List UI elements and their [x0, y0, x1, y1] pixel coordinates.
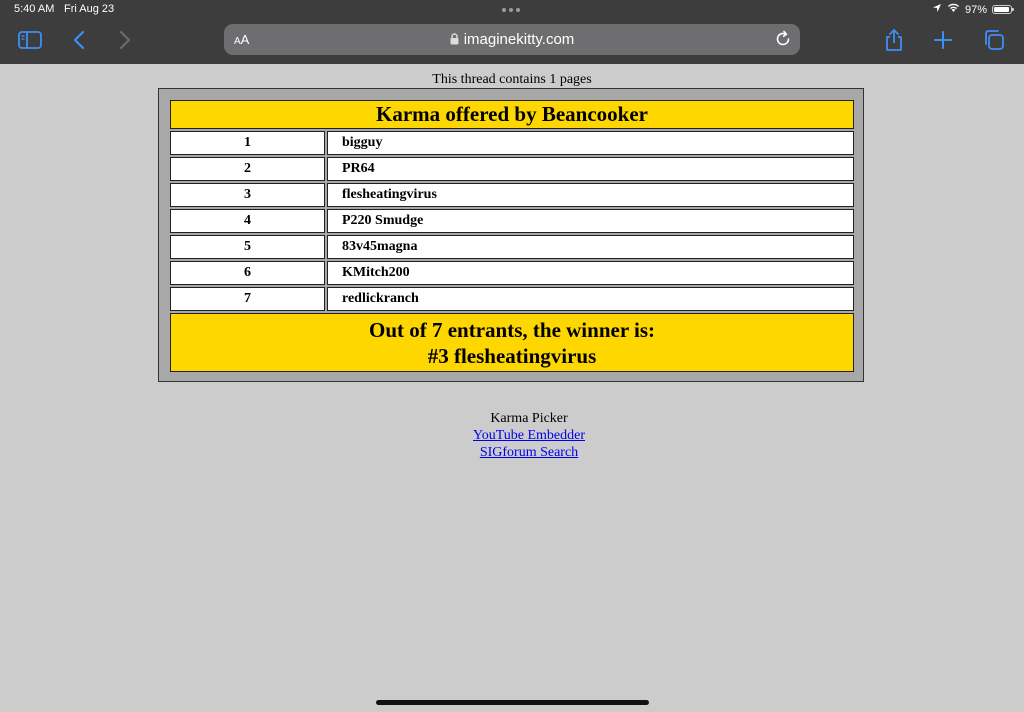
entrant-name: flesheatingvirus [327, 183, 854, 207]
entrant-number: 7 [170, 287, 325, 311]
forward-chevron-icon[interactable] [112, 28, 138, 52]
wifi-icon [947, 3, 960, 16]
home-indicator[interactable] [376, 700, 649, 705]
winner-box [170, 313, 854, 372]
entrant-row [170, 209, 854, 233]
entrant-row [170, 183, 854, 207]
entrant-number: 2 [170, 157, 325, 181]
location-icon [932, 3, 942, 16]
entrant-row [170, 261, 854, 285]
status-date: Fri Aug 23 [64, 3, 115, 15]
url-display[interactable] [224, 31, 800, 49]
entrant-row [170, 131, 854, 155]
entrant-row [170, 287, 854, 311]
karma-header: Karma offered by Beancooker [170, 100, 854, 129]
status-right [932, 3, 1012, 16]
back-chevron-icon[interactable] [66, 28, 92, 52]
sidebar-toggle-icon[interactable] [17, 28, 43, 52]
battery-icon [992, 5, 1012, 14]
entrant-name: 83v45magna [327, 235, 854, 259]
thread-info: This thread contains 1 pages [432, 72, 592, 87]
sigforum-search-link[interactable]: SIGforum Search [479, 445, 579, 460]
youtube-embedder-link[interactable]: YouTube Embedder [472, 428, 585, 443]
entrant-number: 6 [170, 261, 325, 285]
address-bar[interactable] [224, 24, 800, 55]
winner-name: #3 flesheatingvirus [427, 344, 597, 368]
multitasking-dots-icon[interactable] [502, 8, 520, 12]
entrant-number: 5 [170, 235, 325, 259]
karma-picker-title: Karma Picker [490, 411, 568, 426]
lock-icon [450, 32, 459, 49]
entrant-number: 1 [170, 131, 325, 155]
new-tab-plus-icon[interactable] [930, 28, 956, 52]
entrant-number: 3 [170, 183, 325, 207]
karma-panel [158, 88, 864, 382]
tabs-overview-icon[interactable] [981, 28, 1007, 52]
reload-icon[interactable] [774, 30, 792, 53]
entrant-number: 4 [170, 209, 325, 233]
browser-chrome [0, 0, 1024, 64]
entrant-name: bigguy [327, 131, 854, 155]
entrant-name: KMitch200 [327, 261, 854, 285]
battery-percent: 97% [964, 3, 987, 16]
entrant-name: redlickranch [327, 287, 854, 311]
entrant-row [170, 157, 854, 181]
share-icon[interactable] [881, 28, 907, 52]
entrant-row [170, 235, 854, 259]
url-text: imaginekitty.com [463, 31, 575, 48]
text-size-button[interactable]: AA [234, 32, 250, 47]
footer-links [0, 410, 1024, 461]
entrant-name: PR64 [327, 157, 854, 181]
status-time: 5:40 AM [14, 3, 55, 15]
entrant-name: P220 Smudge [327, 209, 854, 233]
web-page [0, 64, 1024, 712]
winner-summary: Out of 7 entrants, the winner is: [368, 318, 656, 342]
